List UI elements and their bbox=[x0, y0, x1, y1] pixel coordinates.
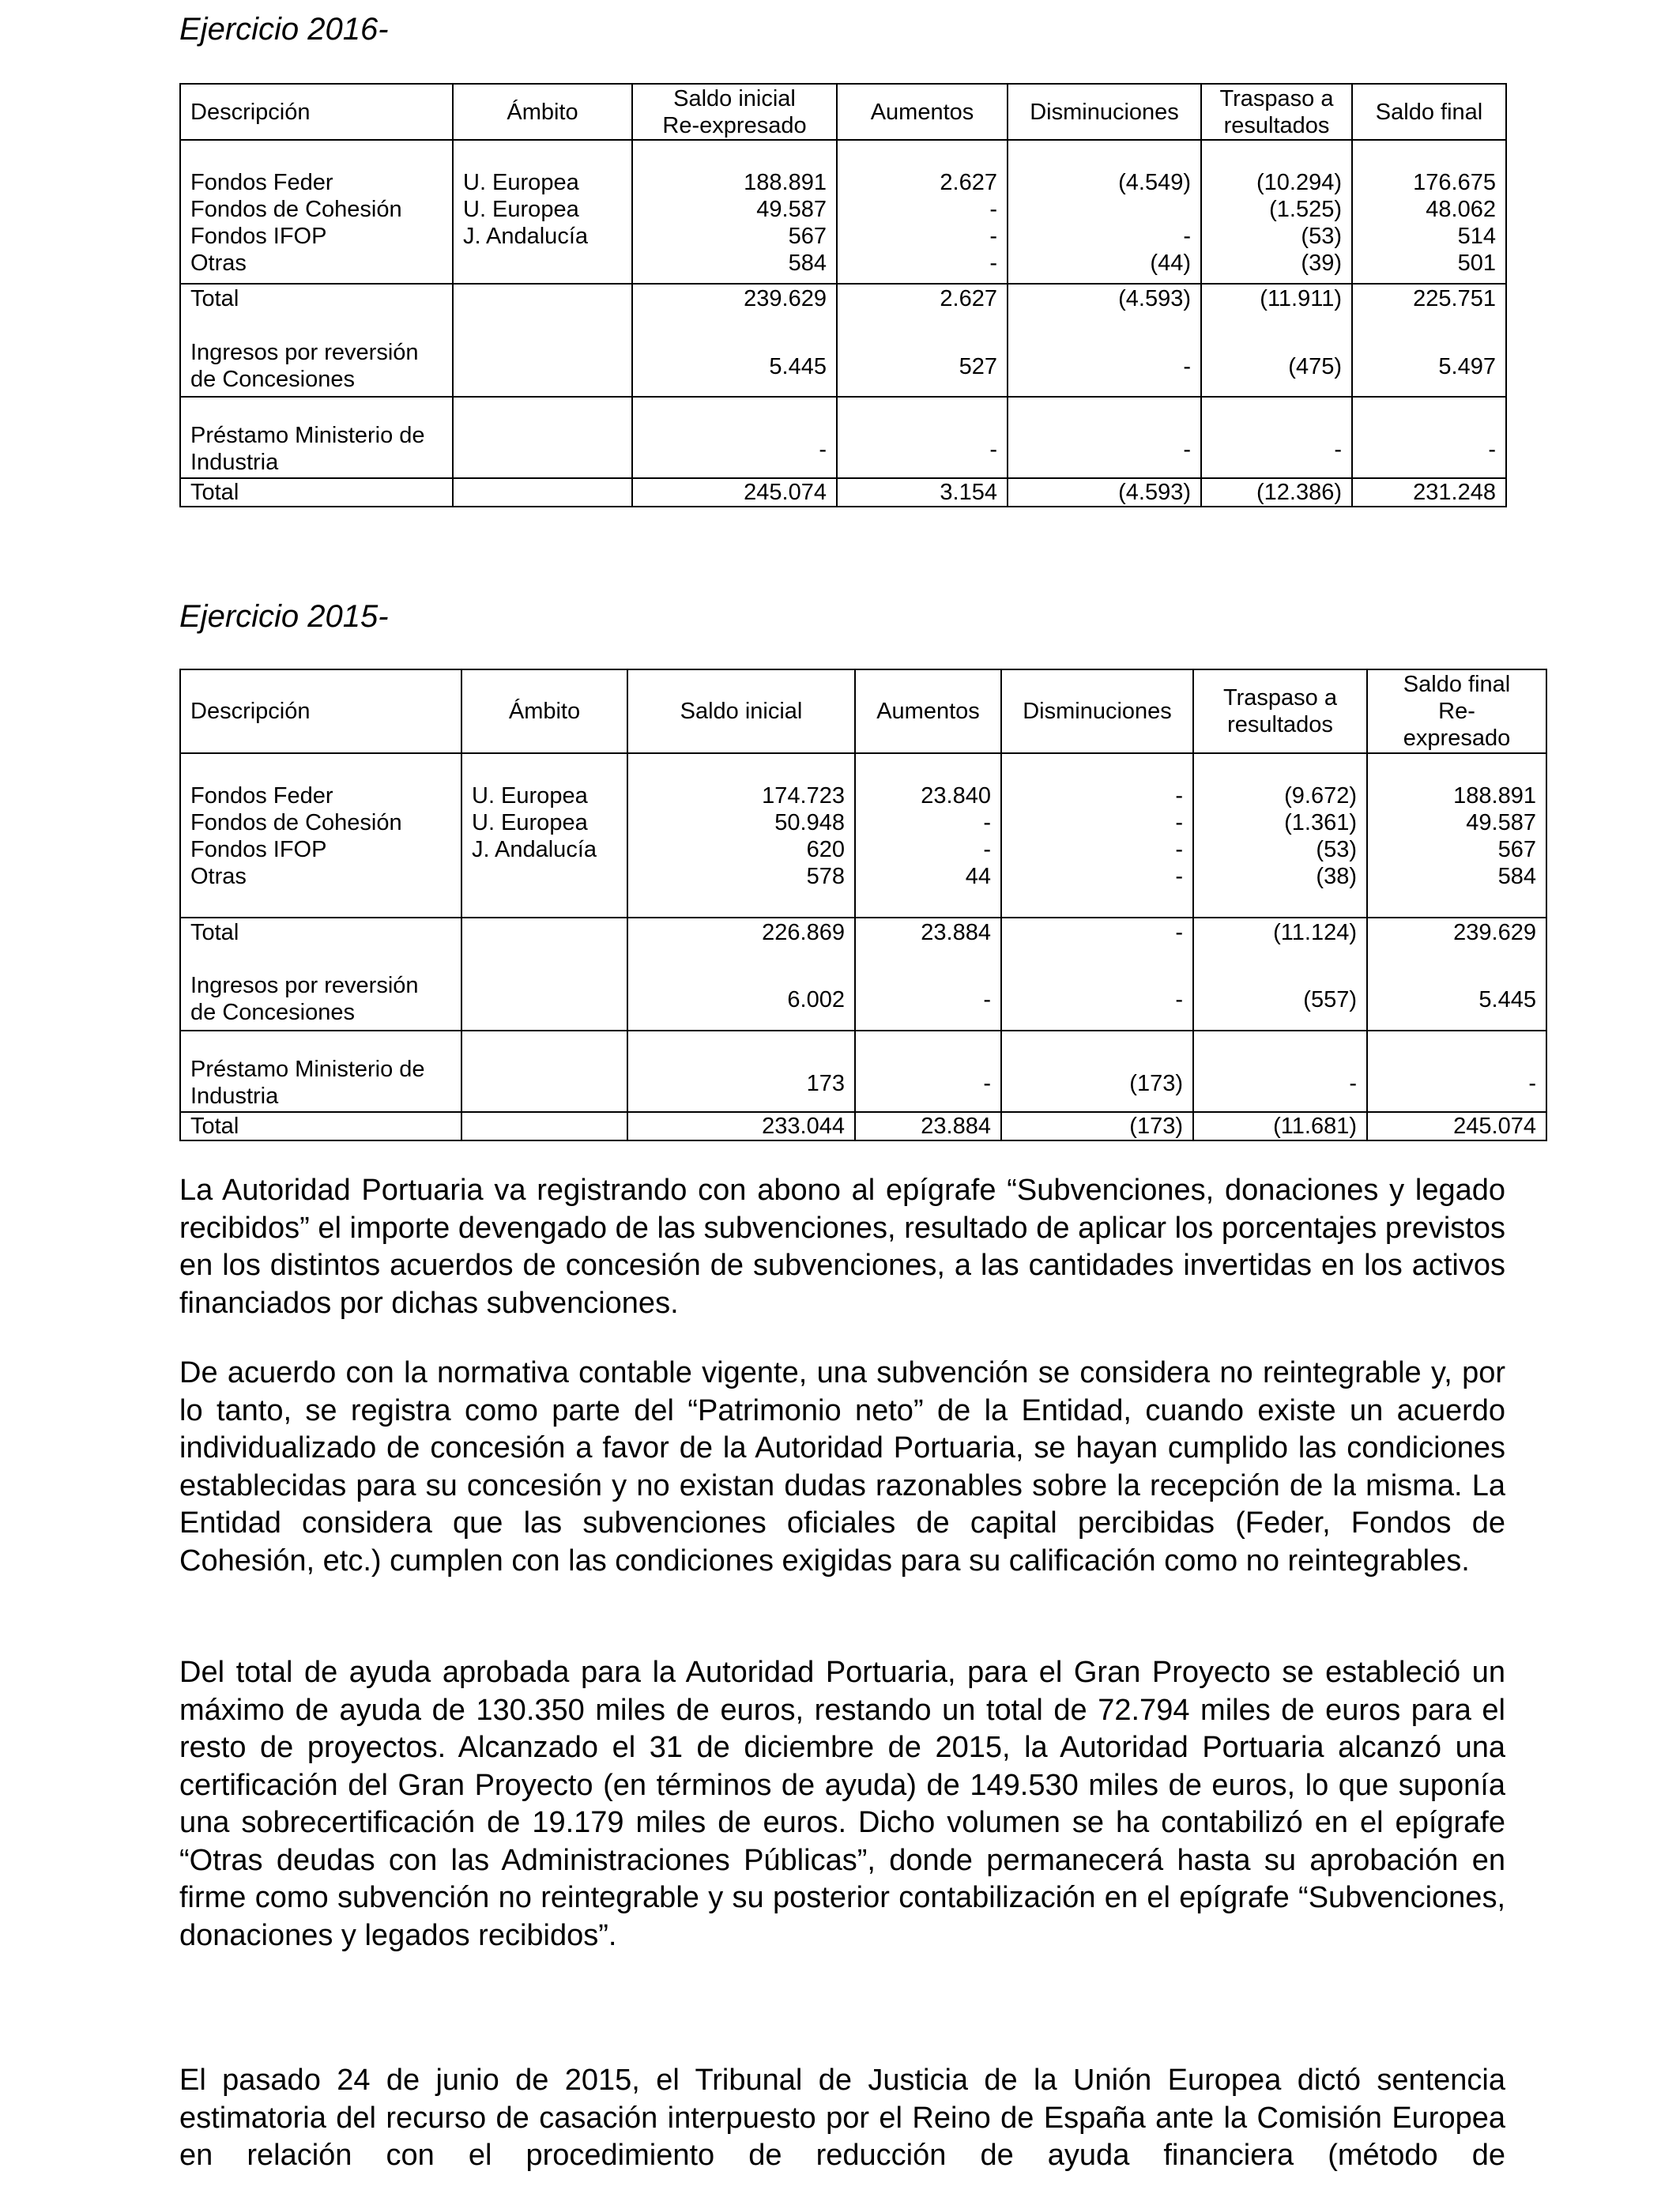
cell-ambito bbox=[453, 339, 632, 397]
cell-saldo-inicial: 174.723 50.948 620 578 bbox=[627, 753, 855, 918]
cell-aumentos: - bbox=[855, 972, 1001, 1031]
subsidies-table-2015 bbox=[179, 669, 1547, 1141]
cell-saldo-inicial: 233.044 bbox=[627, 1112, 855, 1140]
cell-traspaso: (475) bbox=[1201, 339, 1352, 397]
cell-traspaso: (11.681) bbox=[1193, 1112, 1367, 1140]
cell-ambito bbox=[461, 918, 627, 972]
table-row-reversion bbox=[180, 972, 1546, 1031]
cell-saldo-final: 188.891 49.587 567 584 bbox=[1367, 753, 1546, 918]
cell-disminuciones: - bbox=[1008, 397, 1201, 478]
col-header-ambito: Ámbito bbox=[461, 669, 627, 753]
col-header-saldo-inicial: Saldo inicial Re-expresado bbox=[632, 84, 837, 140]
cell-descripcion: Total bbox=[180, 918, 461, 972]
cell-saldo-final: 245.074 bbox=[1367, 1112, 1546, 1140]
cell-ambito: U. Europea U. Europea J. Andalucía bbox=[453, 140, 632, 284]
cell-traspaso: (11.911) bbox=[1201, 284, 1352, 339]
cell-saldo-final: 5.497 bbox=[1352, 339, 1506, 397]
col-header-traspaso: Traspaso a resultados bbox=[1201, 84, 1352, 140]
cell-ambito bbox=[453, 284, 632, 339]
cell-aumentos: - bbox=[837, 397, 1008, 478]
cell-saldo-inicial: 245.074 bbox=[632, 478, 837, 507]
cell-descripcion: Préstamo Ministerio de Industria bbox=[180, 1031, 461, 1112]
cell-saldo-final: 176.675 48.062 514 501 bbox=[1352, 140, 1506, 284]
cell-saldo-final: 5.445 bbox=[1367, 972, 1546, 1031]
table-row-total bbox=[180, 1112, 1546, 1140]
cell-descripcion: Ingresos por reversión de Concesiones bbox=[180, 972, 461, 1031]
cell-saldo-inicial: - bbox=[632, 397, 837, 478]
col-header-saldo-inicial: Saldo inicial bbox=[627, 669, 855, 753]
cell-descripcion: Fondos Feder Fondos de Cohesión Fondos IFOP Otras bbox=[180, 140, 453, 284]
col-header-saldo-final: Saldo final bbox=[1352, 84, 1506, 140]
col-header-aumentos: Aumentos bbox=[855, 669, 1001, 753]
table-row-prestamo bbox=[180, 1031, 1546, 1112]
cell-saldo-inicial: 173 bbox=[627, 1031, 855, 1112]
col-header-ambito: Ámbito bbox=[453, 84, 632, 140]
cell-aumentos: 3.154 bbox=[837, 478, 1008, 507]
cell-traspaso: (12.386) bbox=[1201, 478, 1352, 507]
cell-disminuciones: - bbox=[1001, 972, 1193, 1031]
col-header-descripcion: Descripción bbox=[180, 669, 461, 753]
cell-ambito bbox=[461, 1112, 627, 1140]
cell-disminuciones: (173) bbox=[1001, 1112, 1193, 1140]
col-header-traspaso: Traspaso a resultados bbox=[1193, 669, 1367, 753]
table-row-reversion bbox=[180, 339, 1506, 397]
cell-saldo-inicial: 239.629 bbox=[632, 284, 837, 339]
col-header-aumentos: Aumentos bbox=[837, 84, 1008, 140]
cell-disminuciones: (4.593) bbox=[1008, 284, 1201, 339]
cell-descripcion: Total bbox=[180, 284, 453, 339]
cell-traspaso: (11.124) bbox=[1193, 918, 1367, 972]
col-header-disminuciones: Disminuciones bbox=[1008, 84, 1201, 140]
cell-saldo-final: 231.248 bbox=[1352, 478, 1506, 507]
paragraph-registro-subvenciones: La Autoridad Portuaria va registrando con abono al epígrafe “Subvenciones, donaciones y legado recibidos” el importe devengado de las subvenciones, resultado de aplicar los porcentajes previstos en los distintos acuerdos de concesión de subvenciones, a las cantidades invertidas en los activos financiados por dichas subvenciones. bbox=[179, 1174, 1505, 1320]
cell-aumentos: 2.627 - - - bbox=[837, 140, 1008, 284]
paragraph-gran-proyecto: Del total de ayuda aprobada para la Autoridad Portuaria, para el Gran Proyecto se estableció un máximo de ayuda de 130.350 miles de euros, restando un total de 72.794 miles de euros para el resto de proyectos. Alcanzado el 31 de diciembre de 2015, la Autoridad Portuaria alcanzó una certificación del Gran Proyecto (en términos de ayuda) de 149.530 miles de euros, lo que suponía una sobrecertificación de 19.179 miles de euros. Dicho volumen se ha contabilizó en el epígrafe “Otras deudas con las Administraciones Públicas”, donde permanecerá hasta su aprobación en firme como subvención no reintegrable y su posterior contabilización en el epígrafe “Subvenciones, donaciones y legados recibidos”. bbox=[179, 1656, 1505, 1952]
cell-traspaso: - bbox=[1201, 397, 1352, 478]
cell-disminuciones: (4.593) bbox=[1008, 478, 1201, 507]
table-row-total bbox=[180, 478, 1506, 507]
cell-ambito bbox=[461, 972, 627, 1031]
col-header-disminuciones: Disminuciones bbox=[1001, 669, 1193, 753]
cell-disminuciones: (173) bbox=[1001, 1031, 1193, 1112]
section-heading-2016: Ejercicio 2016- bbox=[179, 12, 389, 47]
table-row-subtotal bbox=[180, 284, 1506, 339]
cell-disminuciones: - - - - bbox=[1001, 753, 1193, 918]
cell-saldo-final: - bbox=[1367, 1031, 1546, 1112]
cell-traspaso: (557) bbox=[1193, 972, 1367, 1031]
cell-saldo-final: 225.751 bbox=[1352, 284, 1506, 339]
cell-saldo-inicial: 226.869 bbox=[627, 918, 855, 972]
cell-disminuciones: - bbox=[1008, 339, 1201, 397]
subsidies-table-2016 bbox=[179, 83, 1507, 507]
cell-aumentos: 23.840 - - 44 bbox=[855, 753, 1001, 918]
cell-traspaso: (9.672) (1.361) (53) (38) bbox=[1193, 753, 1367, 918]
cell-descripcion: Préstamo Ministerio de Industria bbox=[180, 397, 453, 478]
col-header-descripcion: Descripción bbox=[180, 84, 453, 140]
table-row-subtotal bbox=[180, 918, 1546, 972]
cell-ambito bbox=[453, 397, 632, 478]
cell-aumentos: 23.884 bbox=[855, 1112, 1001, 1140]
section-heading-2015: Ejercicio 2015- bbox=[179, 599, 389, 634]
col-header-saldo-final: Saldo final Re- expresado bbox=[1367, 669, 1546, 753]
cell-saldo-final: 239.629 bbox=[1367, 918, 1546, 972]
cell-saldo-inicial: 6.002 bbox=[627, 972, 855, 1031]
cell-descripcion: Fondos Feder Fondos de Cohesión Fondos IFOP Otras bbox=[180, 753, 461, 918]
paragraph-tribunal-justicia: El pasado 24 de junio de 2015, el Tribunal de Justicia de la Unión Europea dictó sentencia estimatoria del recurso de casación interpuesto por el Reino de España ante la Comisión Europea en relación con el procedimiento de reducción de ayuda financiera (método de bbox=[179, 2064, 1505, 2172]
cell-saldo-final: - bbox=[1352, 397, 1506, 478]
cell-saldo-inicial: 5.445 bbox=[632, 339, 837, 397]
table-row-prestamo bbox=[180, 397, 1506, 478]
cell-ambito: U. Europea U. Europea J. Andalucía bbox=[461, 753, 627, 918]
paragraph-normativa-contable: De acuerdo con la normativa contable vigente, una subvención se considera no reintegrable y, por lo tanto, se registra como parte del “Patrimonio neto” de la Entidad, cuando existe un acuerdo individualizado de concesión a favor de la Autoridad Portuaria, se hayan cumplido las condiciones establecidas para su concesión y no existan dudas razonables sobre la recepción de la misma. La Entidad considera que las subvenciones oficiales de capital percibidas (Feder, Fondos de Cohesión, etc.) cumplen con las condiciones exigidas para su calificación como no reintegrables. bbox=[179, 1356, 1505, 1578]
table-header-row bbox=[180, 84, 1506, 140]
cell-aumentos: 23.884 bbox=[855, 918, 1001, 972]
cell-disminuciones: - bbox=[1001, 918, 1193, 972]
cell-descripcion: Total bbox=[180, 478, 453, 507]
cell-aumentos: 2.627 bbox=[837, 284, 1008, 339]
cell-aumentos: - bbox=[855, 1031, 1001, 1112]
cell-descripcion: Ingresos por reversión de Concesiones bbox=[180, 339, 453, 397]
table-header-row bbox=[180, 669, 1546, 753]
table-row-funds bbox=[180, 140, 1506, 284]
cell-ambito bbox=[453, 478, 632, 507]
cell-descripcion: Total bbox=[180, 1112, 461, 1140]
cell-traspaso: (10.294) (1.525) (53) (39) bbox=[1201, 140, 1352, 284]
cell-disminuciones: (4.549) - (44) bbox=[1008, 140, 1201, 284]
table-row-funds bbox=[180, 753, 1546, 918]
cell-saldo-inicial: 188.891 49.587 567 584 bbox=[632, 140, 837, 284]
cell-aumentos: 527 bbox=[837, 339, 1008, 397]
cell-ambito bbox=[461, 1031, 627, 1112]
cell-traspaso: - bbox=[1193, 1031, 1367, 1112]
